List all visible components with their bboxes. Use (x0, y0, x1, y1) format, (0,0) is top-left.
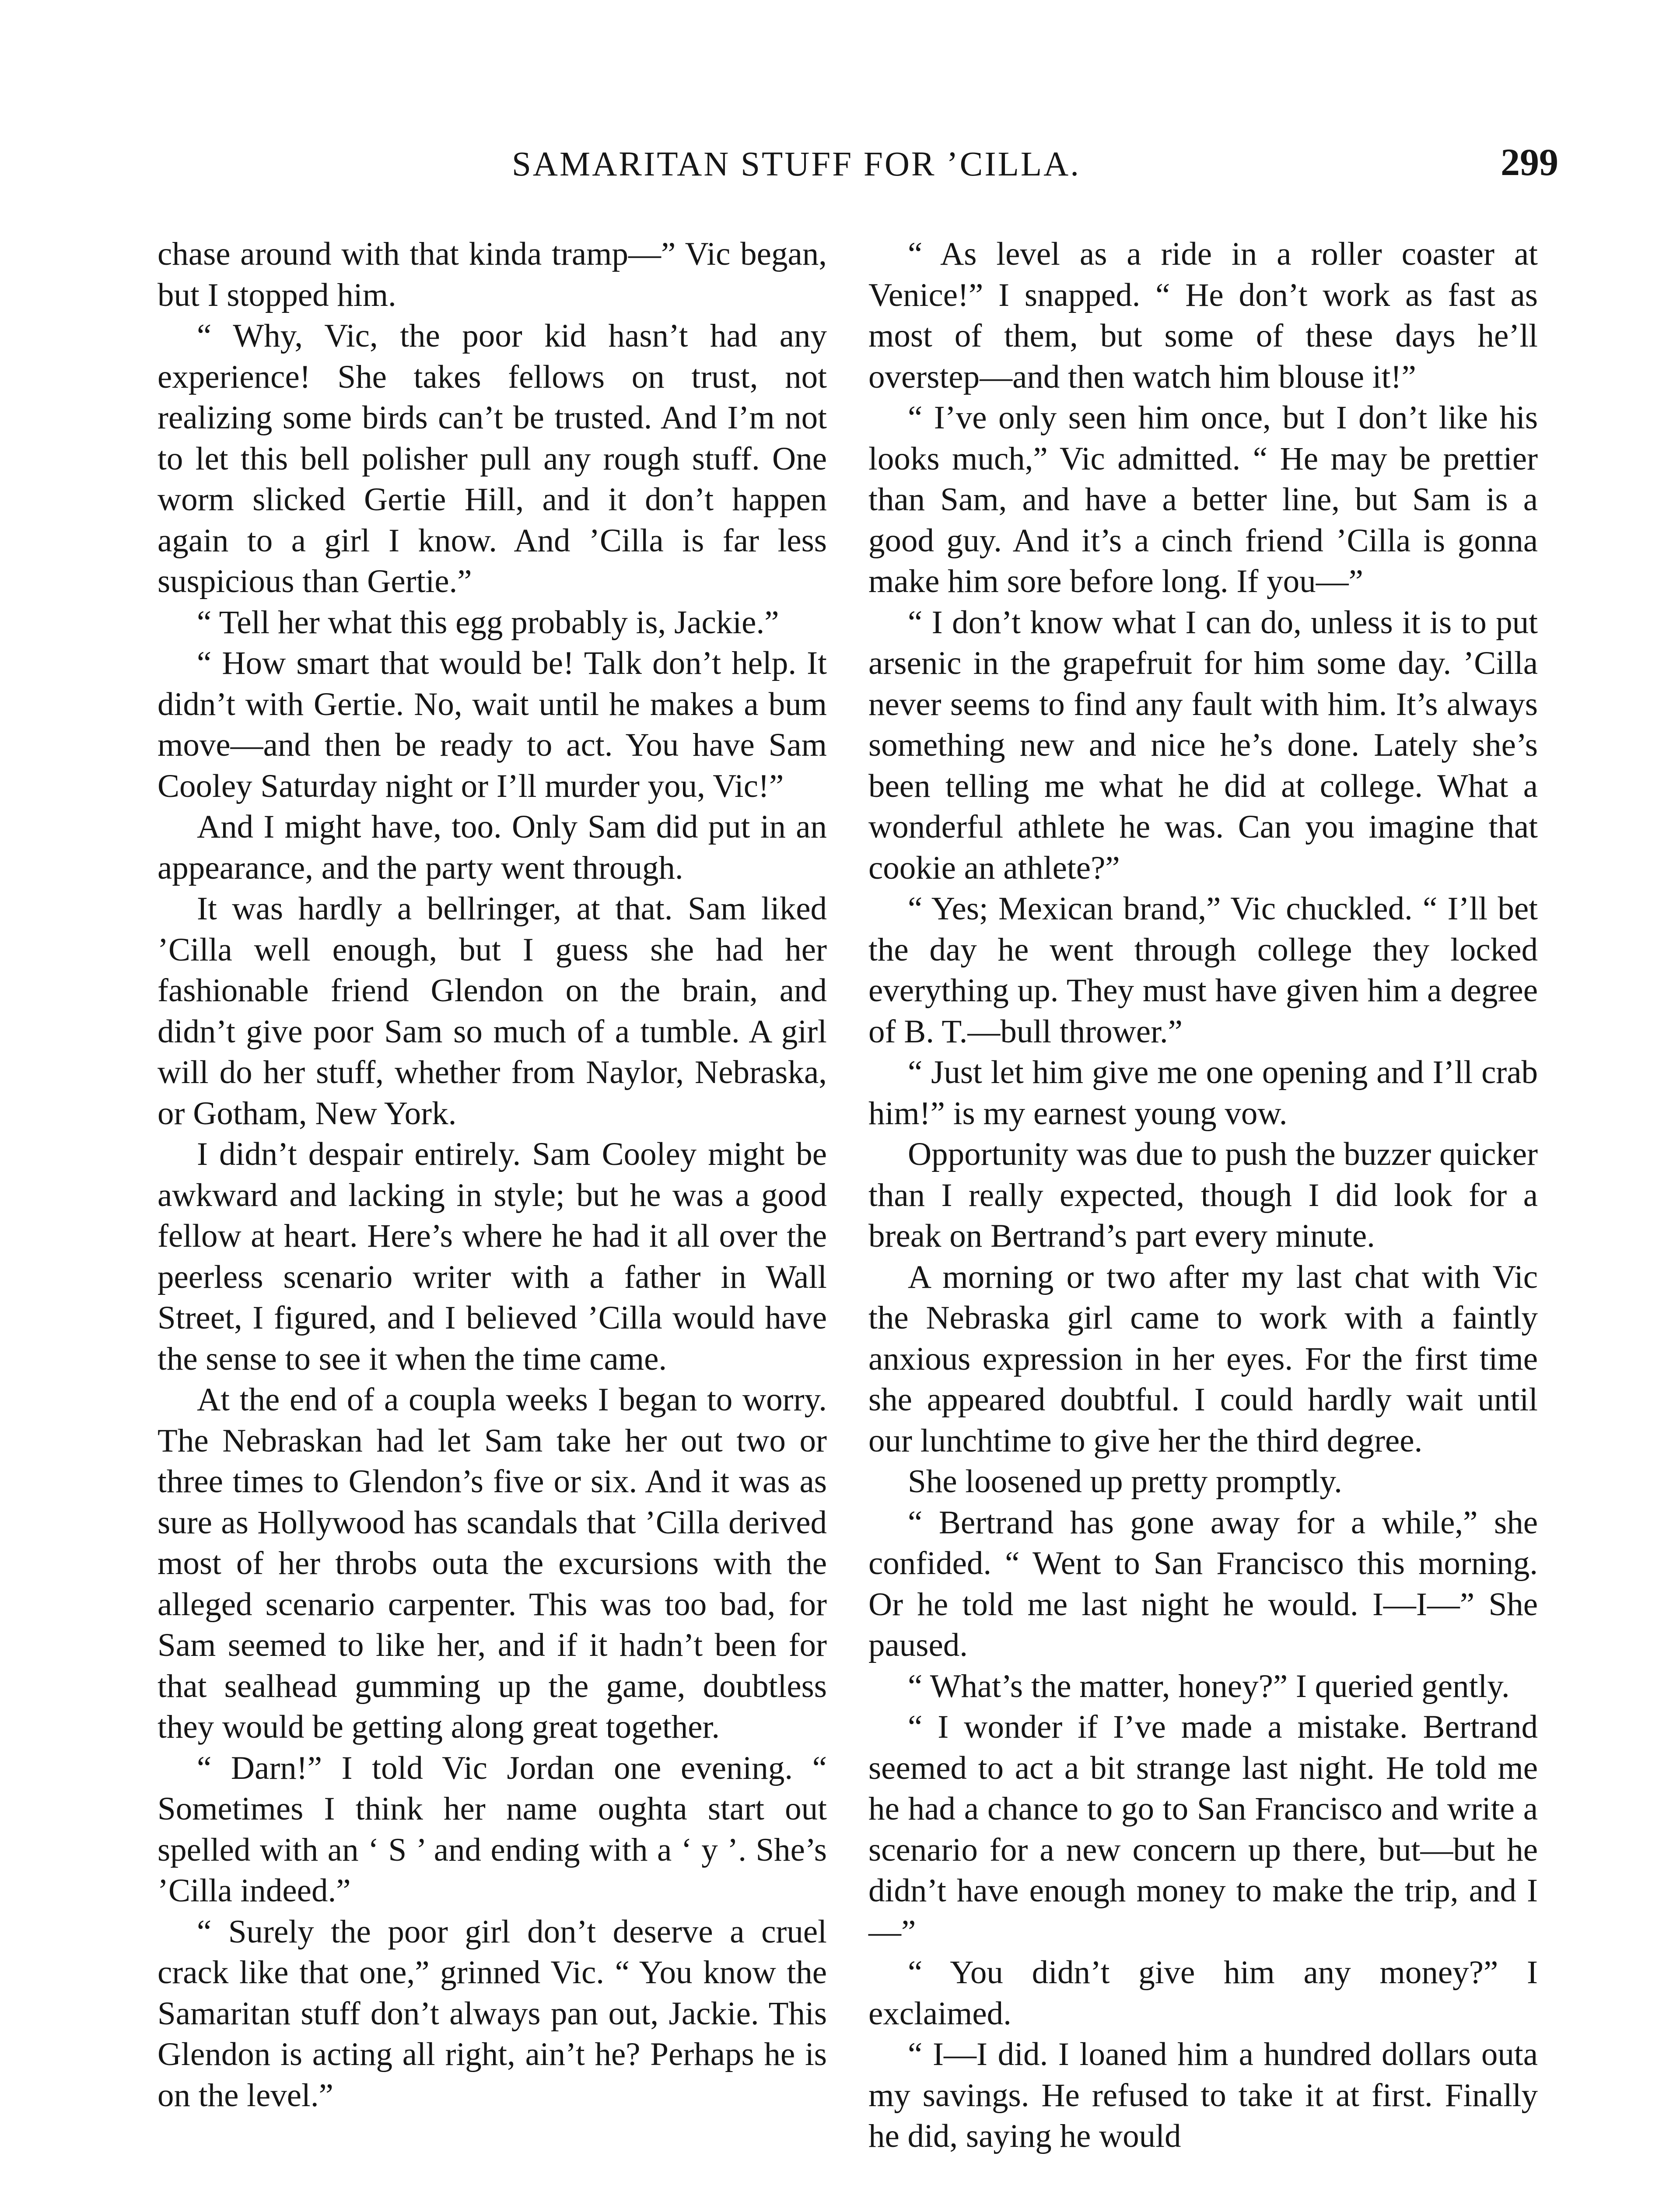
paragraph: “ Tell her what this egg probably is, Jackie.” (197, 604, 779, 641)
left-column (158, 234, 827, 2116)
paragraph: It was hardly a bellringer, at that. Sam liked ’Cilla well enough, but I guess she had her fashionable friend Glendon on the brain, and didn’t give poor Sam so much of a tumble. A girl will do her stuff, whether from Naylor, Nebraska, or Gotham, New York. (158, 891, 827, 1132)
paragraph: “ Why, Vic, the poor kid hasn’t had any experience! She takes fellows on trust, not realizing some birds can’t be trusted. And I’m not to let this bell polisher pull any rough stuff. One worm slicked Gertie Hill, and it don’t happen again to a girl I know. And ’Cilla is far less suspicious than Gertie.” (158, 318, 827, 600)
paragraph: “ Darn!” I told Vic Jordan one evening. “ Sometimes I think her name oughta start out spelled with an ‘ S ’ and ending with a ‘ y ’. She’s ’Cilla indeed.” (158, 1750, 827, 1909)
paragraph: I didn’t despair entirely. Sam Cooley might be awkward and lacking in style; but he was a good fellow at heart. Here’s where he had it all over the peerless scenario writer with a father in Wall Street, I figured, and I believed ’Cilla would have the sense to see it when the time came. (158, 1136, 827, 1377)
paragraph: “ Bertrand has gone away for a while,” she confided. “ Went to San Francisco this morning. Or he told me last night he would. I—I—” She paused. (868, 1504, 1538, 1663)
paragraph: “ Yes; Mexican brand,” Vic chuckled. “ I’ll bet the day he went through college they locked everything up. They must have given him a degree of B. T.—bull thrower.” (868, 891, 1538, 1050)
right-column (868, 234, 1538, 2157)
paragraph: A morning or two after my last chat with Vic the Nebraska girl came to work with a faintly anxious expression in her eyes. For the first time she appeared doubtful. I could hardly wait until our lunchtime to give her the third degree. (868, 1259, 1538, 1459)
paragraph: She loosened up pretty promptly. (908, 1463, 1342, 1500)
paragraph: “ I wonder if I’ve made a mistake. Bertrand seemed to act a bit strange last night. He told me he had a chance to go to San Francisco and write a scenario for a new concern up there, but—but he didn’t have enough money to make the trip, and I—” (868, 1709, 1538, 1950)
paragraph: Opportunity was due to push the buzzer quicker than I really expected, though I did look for a break on Bertrand’s part every minute. (868, 1136, 1538, 1254)
paragraph: chase around with that kinda tramp—” Vic began, but I stopped him. (158, 236, 827, 313)
paragraph: And I might have, too. Only Sam did put in an appearance, and the party went through. (158, 809, 827, 886)
paragraph: At the end of a coupla weeks I began to worry. The Nebraskan had let Sam take her out two or three times to Glendon’s five or six. And it was as sure as Hollywood has scandals that ’Cilla derived most of her throbs outa the excursions with the alleged scenario carpenter. This was too bad, for Sam seemed to like her, and if it hadn’t been for that sealhead gumming up the game, doubtless they would be getting along great together. (158, 1382, 827, 1745)
paragraph: “ How smart that would be! Talk don’t help. It didn’t with Gertie. No, wait until he makes a bum move—and then be ready to act. You have Sam Cooley Saturday night or I’ll murder you, Vic!” (158, 645, 827, 804)
paragraph: “ Surely the poor girl don’t deserve a cruel crack like that one,” grinned Vic. “ You know the Samaritan stuff don’t always pan out, Jackie. This Glendon is acting all right, ain’t he? Perhaps he is on the level.” (158, 1913, 827, 2114)
paragraph: “ I don’t know what I can do, unless it is to put arsenic in the grapefruit for him some day. ’Cilla never seems to find any fault with him. It’s always something new and nice he’s done. Lately she’s been telling me what he did at college. What a wonderful athlete he was. Can you imagine that cookie an athlete?” (868, 604, 1538, 886)
paragraph: “ You didn’t give him any money?” I exclaimed. (868, 1954, 1538, 2032)
paragraph: “ What’s the matter, honey?” I queried gently. (908, 1668, 1510, 1704)
paragraph: “ Just let him give me one opening and I’ll crab him!” is my earnest young vow. (868, 1054, 1538, 1132)
running-title: SAMARITAN STUFF FOR ’CILLA. (512, 145, 1081, 183)
paragraph: “ I’ve only seen him once, but I don’t like his looks much,” Vic admitted. “ He may be prettier than Sam, and have a better line, but Sam is a good guy. And it’s a cinch friend ’Cilla is gonna make him sore before long. If you—” (868, 400, 1538, 600)
page-number: 299 (1501, 141, 1558, 184)
paragraph: “ I—I did. I loaned him a hundred dollars outa my savings. He refused to take it at first. Finally he did, saying he would (868, 2036, 1538, 2154)
paragraph: “ As level as a ride in a roller coaster at Venice!” I snapped. “ He don’t work as fast as most of them, but some of these days he’ll overstep—and then watch him blouse it!” (868, 236, 1538, 395)
